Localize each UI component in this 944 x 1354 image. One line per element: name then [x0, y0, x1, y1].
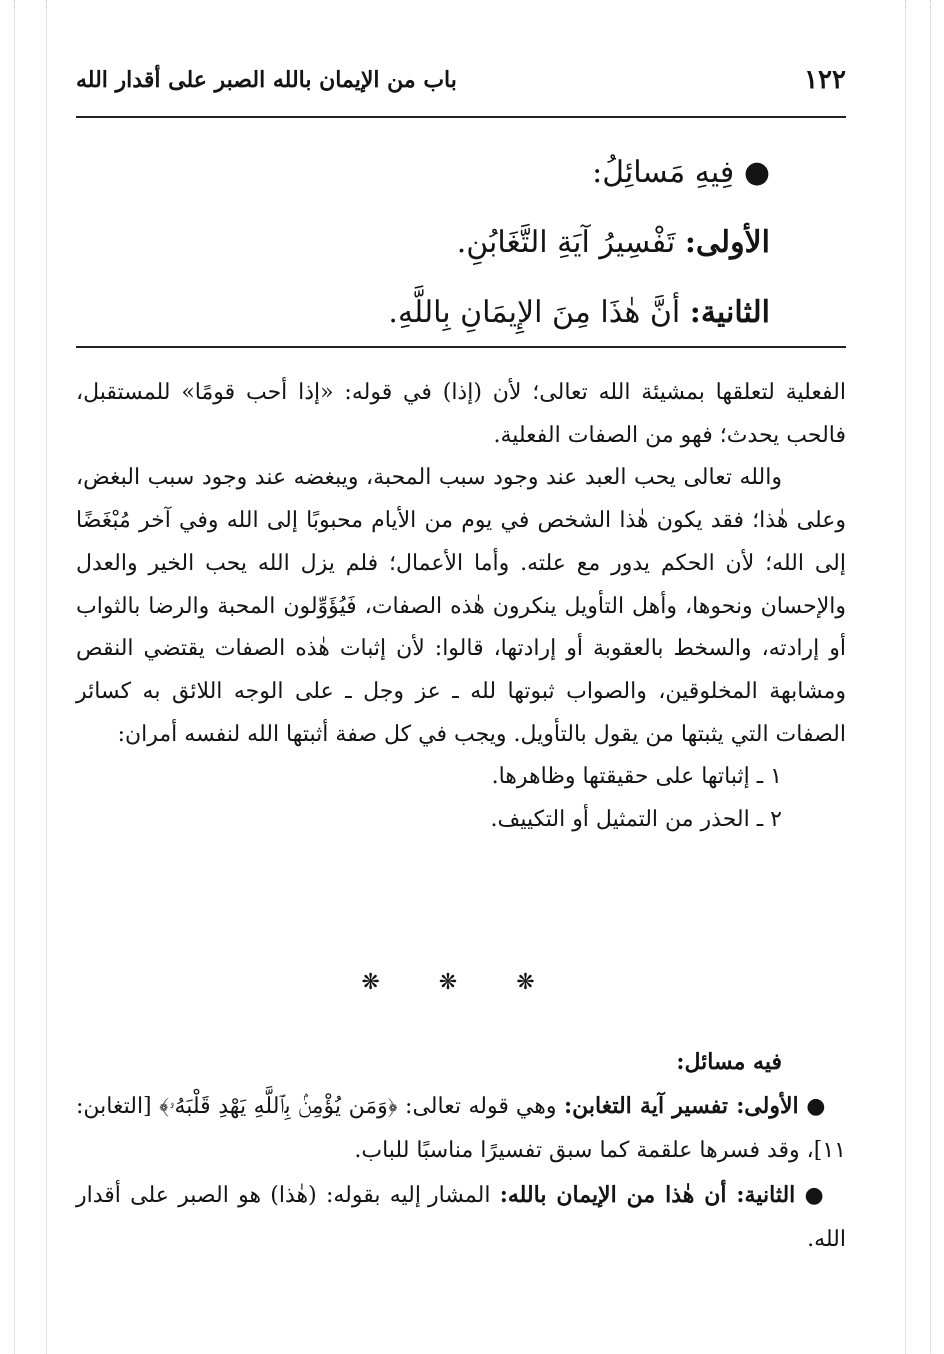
margin-guide — [930, 0, 931, 1354]
list-item-2: ٢ ـ الحذر من التمثيل أو التكييف. — [490, 807, 782, 833]
matn-q2-text: أنَّ هٰذَا مِنَ الإِيمَانِ بِاللَّهِ. — [388, 295, 681, 330]
running-title: باب من الإيمان بالله الصبر على أقدار الله — [76, 67, 457, 93]
page-header — [76, 60, 846, 100]
commentary-section — [76, 372, 846, 842]
matn-section — [76, 138, 770, 348]
matn-heading-text: فِيهِ مَسائِلُ: — [592, 155, 735, 190]
header-rule — [76, 116, 846, 118]
margin-guide — [46, 0, 47, 1354]
star-separator: ❋ ❋ ❋ — [361, 970, 561, 995]
page-number: ١٢٢ — [804, 65, 846, 95]
bullet-icon: ● — [806, 1093, 826, 1119]
masail-section — [76, 1040, 846, 1262]
masail-item-2 — [76, 1173, 846, 1262]
matn-heading — [76, 138, 770, 208]
masail-q1-label: الأولى: تفسير آية التغابن: — [564, 1093, 799, 1119]
masail-q2-label: الثانية: أن هٰذا من الإيمان بالله: — [499, 1182, 796, 1208]
matn-q1-text: تَفْسِيرُ آيَةِ التَّغَابُنِ. — [456, 225, 676, 260]
matn-question-2 — [76, 278, 770, 348]
masail-item-1 — [76, 1084, 846, 1173]
matn-q2-label: الثانية: — [689, 295, 770, 330]
matn-question-1 — [76, 208, 770, 278]
margin-guide — [14, 0, 15, 1354]
bullet-icon: ● — [743, 155, 770, 190]
masail-q1-text: وهي قوله تعالى: ﴿وَمَن يُؤْمِنۢ بِٱللَّهِ يَهْدِ قَلْبَهُۥ﴾ [التغابن: ١١]، وقد فسرها علقمة كما سبق تفسيرًا مناسبًا للباب. — [76, 1094, 846, 1163]
bullet-icon: ● — [804, 1182, 826, 1208]
section-rule — [76, 346, 846, 348]
matn-q1-label: الأولى: — [684, 225, 770, 260]
commentary-paragraph-2: والله تعالى يحب العبد عند وجود سبب المحبة، ويبغضه عند وجود سبب البغض، وعلى هٰذا؛ فقد يكون هٰذا الشخص في يوم من الأيام محبوبًا إلى الله وفي آخر مُبْغَضًا إلى الله؛ لأن الحكم يدور مع علته. وأما الأعمال؛ فلم يزل الله يحب الخير والعدل والإحسان ونحوها، وأهل التأويل ينكرون هٰذه الصفات، فَيُؤَوِّلون المحبة والرضا بالثواب أو إرادته، والسخط بالعقوبة أو إرادتها، قالوا: لأن إثبات هٰذه الصفات يقتضي النقص ومشابهة المخلوقين، والصواب ثبوتها لله ـ عز وجل ـ على الوجه اللائق به كسائر الصفات التي يثبتها من يقول بالتأويل. ويجب في كل صفة أثبتها الله لنفسه أمران: — [76, 465, 846, 747]
commentary-paragraph-1: الفعلية لتعلقها بمشيئة الله تعالى؛ لأن (إذا) في قوله: «إذا أحب قومًا» للمستقبل، فالحب يحدث؛ فهو من الصفات الفعلية. — [76, 380, 846, 448]
masail-q2-text: المشار إليه بقوله: (هٰذا) هو الصبر على أقدار الله. — [76, 1183, 846, 1252]
masail-heading: فيه مسائل: — [676, 1049, 782, 1075]
list-item-1: ١ ـ إثباتها على حقيقتها وظاهرها. — [491, 764, 782, 790]
margin-guide — [905, 0, 906, 1354]
